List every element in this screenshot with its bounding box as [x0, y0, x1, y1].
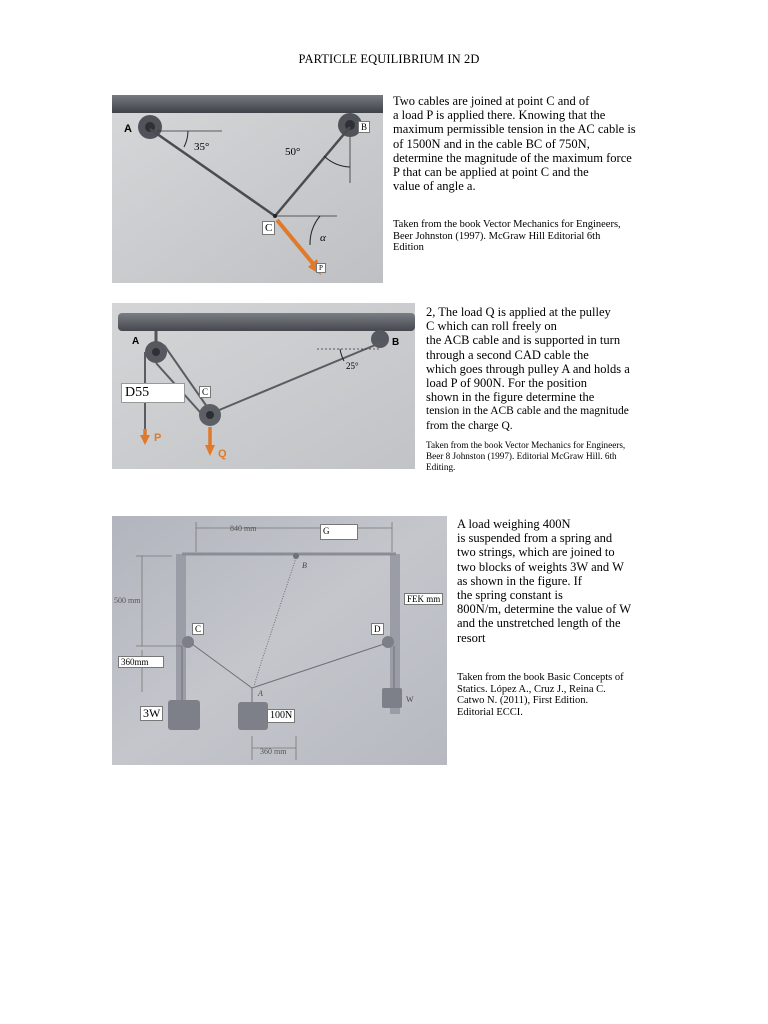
label-3w: 3W	[140, 706, 163, 721]
label-c: C	[262, 221, 275, 235]
label-alpha: α	[320, 232, 326, 244]
block-w	[382, 688, 402, 708]
problem-3-source: Taken from the book Basic Concepts of Statics. López A., Cruz J., Reina C. Catwo N. (2011), First Edition. Editorial ECCI.	[457, 672, 624, 718]
left-post	[176, 554, 186, 714]
label-point-b: B	[302, 561, 307, 570]
label-angle-25: 25°	[346, 361, 359, 371]
label-q: Q	[218, 448, 227, 460]
figure-3	[112, 516, 447, 765]
label-360mm: 360mm	[118, 656, 164, 668]
label-d: D	[371, 623, 384, 635]
label-w: W	[406, 695, 414, 704]
label-p: P	[316, 263, 326, 273]
label-b: B	[358, 121, 370, 133]
figure-2	[112, 303, 415, 469]
ceiling-beam	[118, 313, 415, 331]
problem-2-text: 2, The load Q is applied at the pulley C which can roll freely on the ACB cable and is supported in turn through a second CAD cable the which goes through pulley A and holds a load P of 900N. For the position shown in the figure determine the tension in the ACB cable and the magnitude from the charge Q.	[426, 305, 630, 432]
problem-2-source: Taken from the book Vector Mechanics for Engineers, Beer 8 Johnston (1997). Editorial McGraw Hill. 6th Editing.	[426, 440, 626, 472]
label-angle-50: 50°	[285, 146, 301, 158]
label-100n: 100N	[267, 709, 295, 723]
label-point-a: A	[258, 689, 263, 698]
page-title: PARTICLE EQUILIBRIUM IN 2D	[298, 52, 480, 66]
block-400	[238, 702, 268, 730]
figure-1	[112, 95, 383, 283]
label-point-a: A	[132, 336, 140, 347]
label-point-a: A	[124, 123, 132, 135]
label-angle-35: 35°	[194, 141, 210, 153]
block-3w	[168, 700, 200, 730]
dim-840: 840 mm	[230, 524, 257, 533]
label-c: C	[199, 386, 211, 398]
problem-3-text: A load weighing 400N is suspended from a spring and two strings, which are joined to two blocks of weights 3W and W as shown in the figure. If the spring constant is 800N/m, determine the value of W and the unstretched length of the resort	[457, 517, 632, 645]
problem-1-source: Taken from the book Vector Mechanics for Engineers, Beer Johnston (1997). McGraw Hill Editorial 6th Edition	[393, 219, 621, 254]
label-fek: FEK mm	[404, 593, 443, 605]
pulley-d	[382, 636, 394, 648]
dim-500: 500 mm	[114, 596, 141, 605]
label-c: C	[192, 623, 204, 635]
problem-1-text: Two cables are joined at point C and of a load P is applied there. Knowing that the maximum permissible tension in the AC cable is of 1500N and in the cable BC of 750N, determine the magnitude of the maximum force P that can be applied at point C and the value of angle a.	[393, 94, 636, 194]
label-d55: D55	[121, 383, 185, 403]
dim-360-bottom: 360 mm	[260, 747, 287, 756]
label-p: P	[154, 432, 162, 444]
ceiling-beam	[112, 95, 383, 113]
label-g: G	[320, 524, 358, 540]
pulley-c	[182, 636, 194, 648]
label-point-b: B	[392, 337, 400, 348]
